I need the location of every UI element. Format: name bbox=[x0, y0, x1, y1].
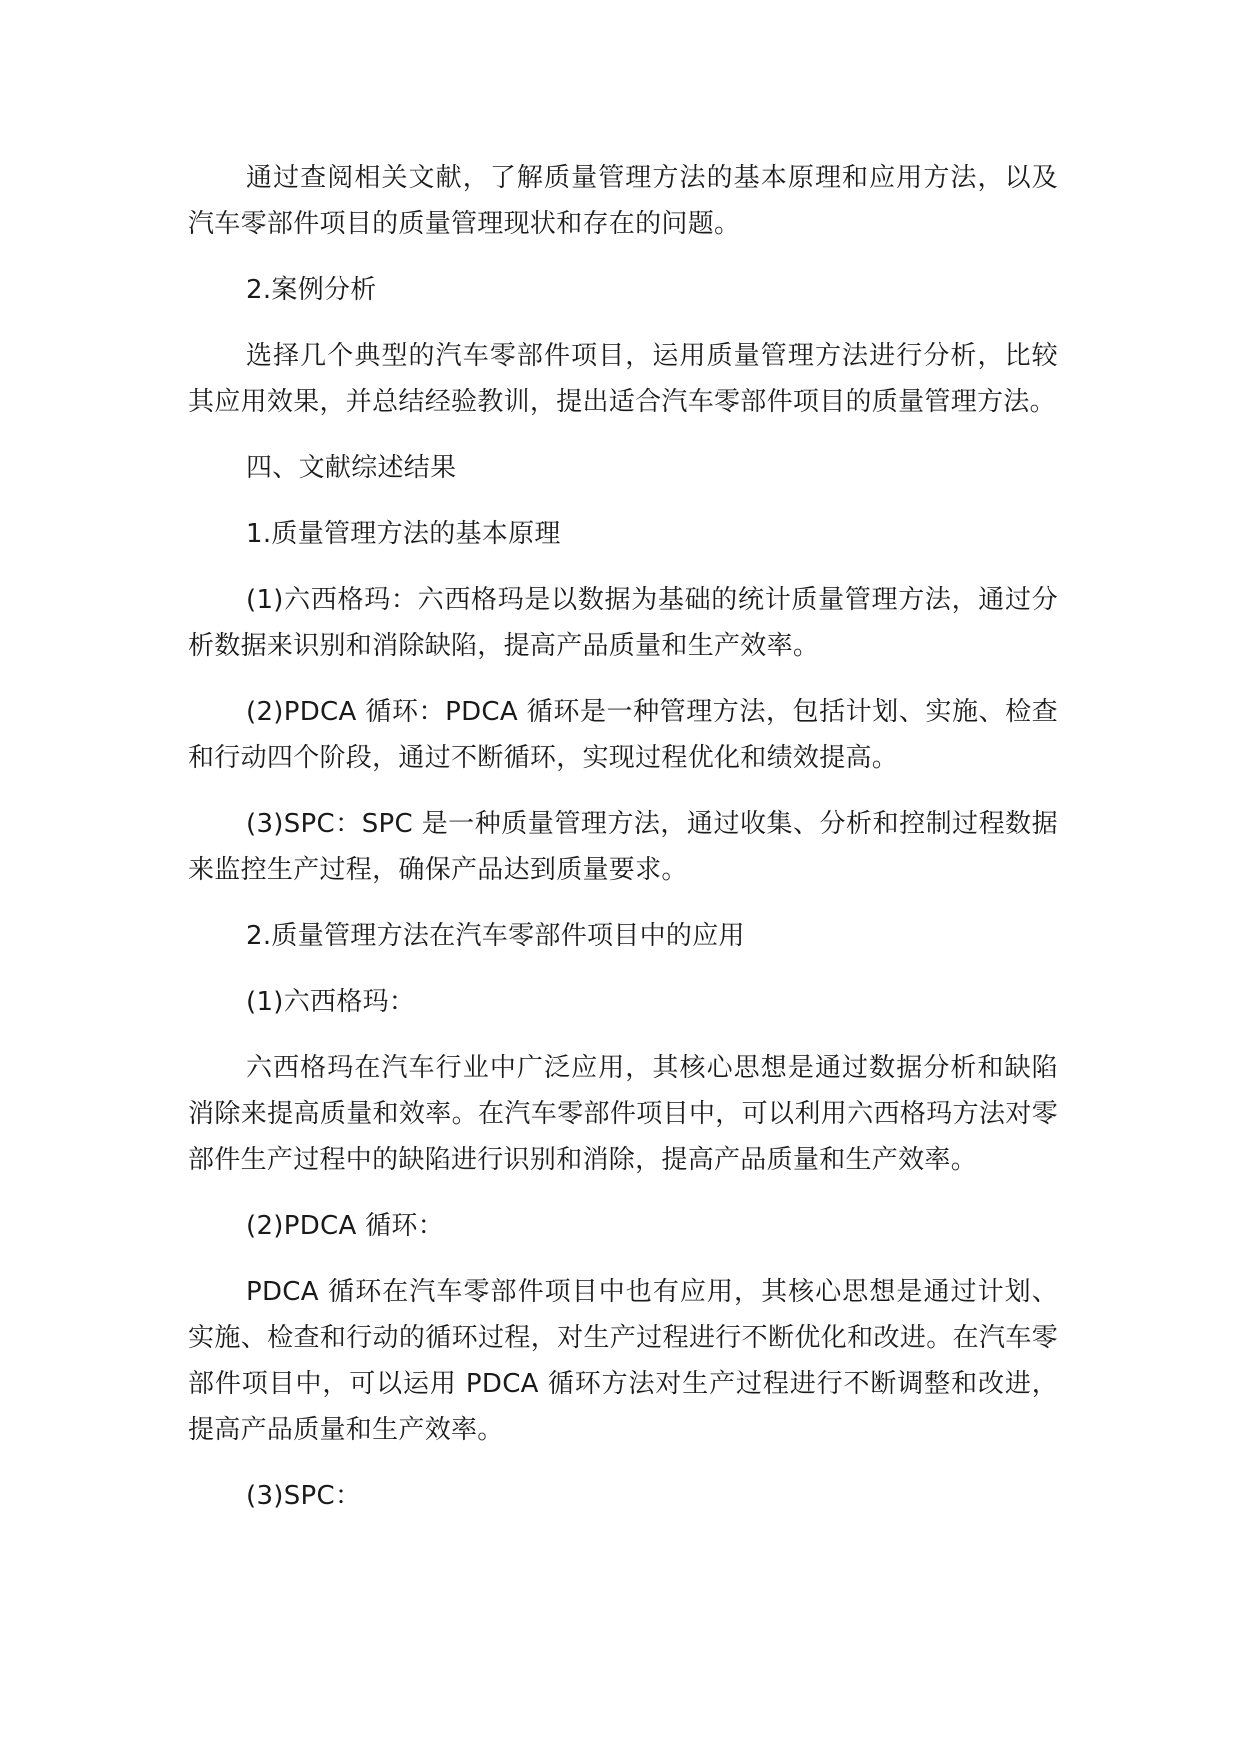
document-page bbox=[188, 155, 1058, 1539]
heading-case-analysis: 2.案例分析 bbox=[246, 275, 377, 305]
subheading-pdca: (2)PDCA 循环： bbox=[246, 1211, 445, 1241]
paragraph-pdca-principle: (2)PDCA 循环：PDCA 循环是一种管理方法，包括计划、实施、检查和行动四个阶段，通过不断循环，实现过程优化和绩效提高。 bbox=[188, 697, 1058, 773]
paragraph-six-sigma-application: 六西格玛在汽车行业中广泛应用，其核心思想是通过数据分析和缺陷消除来提高质量和效率。在汽车零部件项目中，可以利用六西格玛方法对零部件生产过程中的缺陷进行识别和消除，提高产品质量和生产效率。 bbox=[188, 1053, 1058, 1175]
heading-literature-review-results: 四、文献综述结果 bbox=[246, 453, 457, 483]
heading-application: 2.质量管理方法在汽车零部件项目中的应用 bbox=[246, 921, 745, 951]
subheading-six-sigma: (1)六西格玛： bbox=[246, 987, 416, 1017]
heading-basic-principles: 1.质量管理方法的基本原理 bbox=[246, 519, 561, 549]
paragraph-pdca-application: PDCA 循环在汽车零部件项目中也有应用，其核心思想是通过计划、实施、检查和行动的循环过程，对生产过程进行不断优化和改进。在汽车零部件项目中，可以运用 PDCA 循环方法对生产过程进行不断调整和改进，提高产品质量和生产效率。 bbox=[188, 1277, 1058, 1445]
subheading-spc: (3)SPC： bbox=[246, 1481, 362, 1511]
paragraph-six-sigma-principle: (1)六西格玛：六西格玛是以数据为基础的统计质量管理方法，通过分析数据来识别和消除缺陷，提高产品质量和生产效率。 bbox=[188, 585, 1058, 661]
paragraph-spc-principle: (3)SPC：SPC 是一种质量管理方法，通过收集、分析和控制过程数据来监控生产过程，确保产品达到质量要求。 bbox=[188, 809, 1058, 885]
paragraph-case-analysis: 选择几个典型的汽车零部件项目，运用质量管理方法进行分析，比较其应用效果，并总结经验教训，提出适合汽车零部件项目的质量管理方法。 bbox=[188, 341, 1058, 417]
paragraph-research-method: 通过查阅相关文献，了解质量管理方法的基本原理和应用方法，以及汽车零部件项目的质量管理现状和存在的问题。 bbox=[188, 163, 1058, 239]
